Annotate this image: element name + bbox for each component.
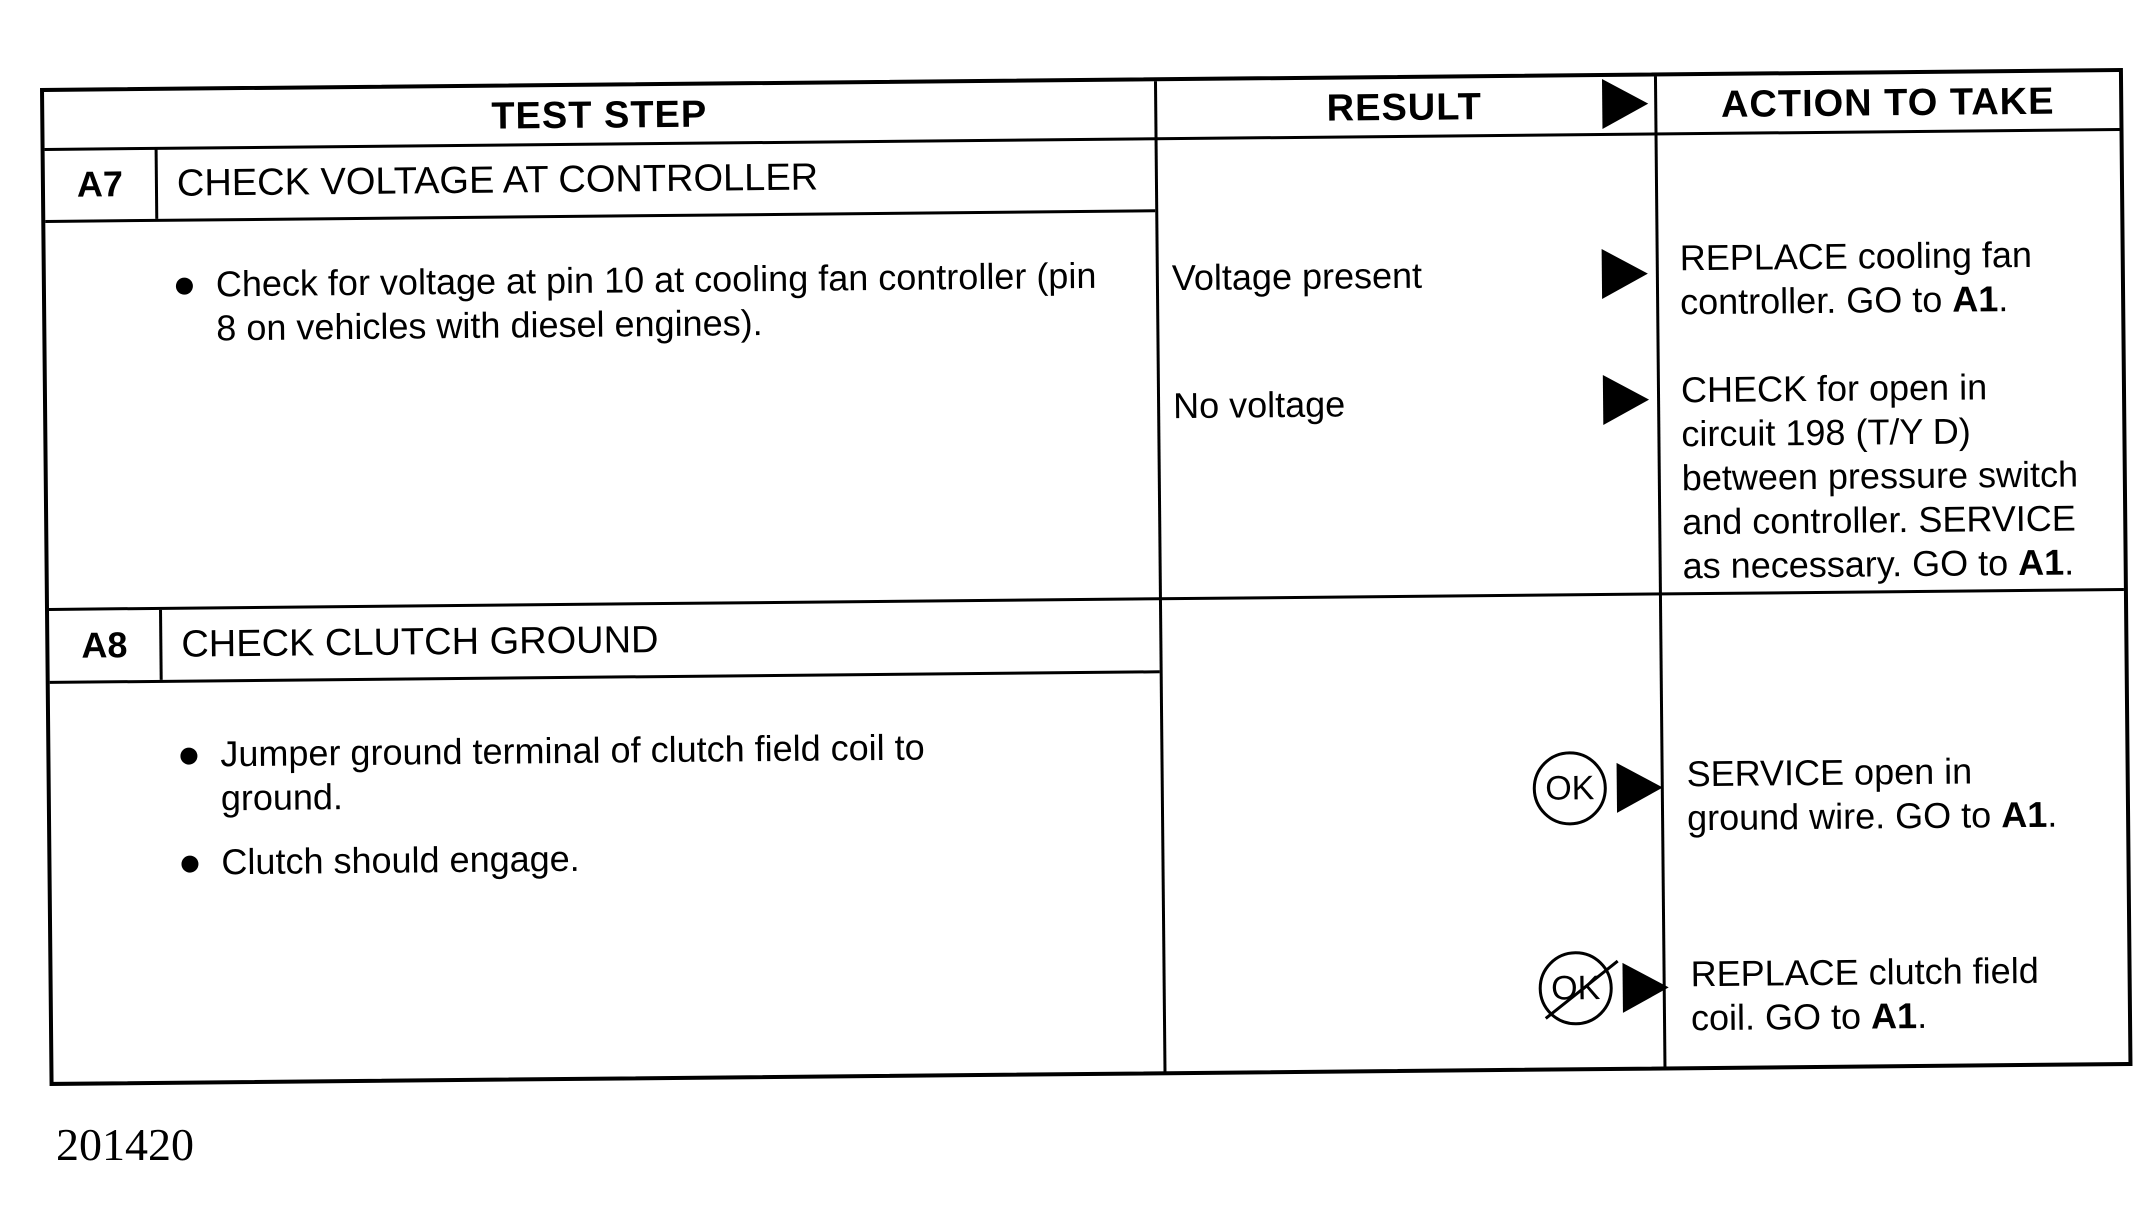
step-title-a8: CHECK CLUTCH GROUND	[181, 618, 659, 666]
header-test-step: TEST STEP	[491, 93, 708, 138]
action-service-ground-wire: SERVICE open in ground wire. GO to A1.	[1686, 750, 2058, 839]
figure-number: 201420	[56, 1119, 194, 1170]
result-arrow-icon	[1617, 762, 1663, 812]
step-bullet: Clutch should engage.	[181, 832, 1131, 885]
result-arrow-icon	[1602, 249, 1648, 299]
step-title-a7: CHECK VOLTAGE AT CONTROLLER	[176, 156, 819, 205]
result-voltage-present: Voltage present	[1171, 254, 1423, 299]
step-id-a8: A8	[81, 624, 128, 666]
bullet-dot-icon	[181, 856, 198, 873]
step-id-a7: A7	[76, 163, 124, 205]
action-check-circuit: CHECK for open in circuit 198 (T/Y D) between pressure switch and controller. SERVICE as necessary. GO to A1.	[1680, 366, 2079, 587]
bullet-dot-icon	[180, 748, 197, 765]
not-ok-result-icon: OK	[1538, 951, 1613, 1026]
header-result: RESULT	[1326, 86, 1483, 130]
step-bullet: Check for voltage at pin 10 at cooling fan controller (pin 8 on vehicles with diesel engines).	[176, 254, 1127, 351]
header-action: ACTION TO TAKE	[1720, 80, 2055, 126]
step-bullet: Jumper ground terminal of clutch field coil to ground.	[180, 724, 1131, 821]
result-no-voltage: No voltage	[1172, 383, 1346, 427]
result-arrow-icon	[1622, 962, 1668, 1012]
bullet-dot-icon	[176, 278, 193, 295]
column-divider-result	[1154, 81, 1167, 1073]
column-divider-action	[1654, 76, 1667, 1068]
step-body-a8	[180, 724, 1132, 905]
action-replace-clutch-coil: REPLACE clutch field coil. GO to A1.	[1690, 949, 2039, 1039]
step-body-a7	[176, 254, 1127, 371]
result-arrow-icon	[1603, 375, 1649, 425]
header-arrow-icon	[1602, 79, 1648, 129]
ok-result-icon: OK	[1532, 751, 1607, 826]
diagnostic-table	[40, 68, 2132, 1086]
action-replace-controller: REPLACE cooling fan controller. GO to A1.	[1679, 233, 2033, 323]
